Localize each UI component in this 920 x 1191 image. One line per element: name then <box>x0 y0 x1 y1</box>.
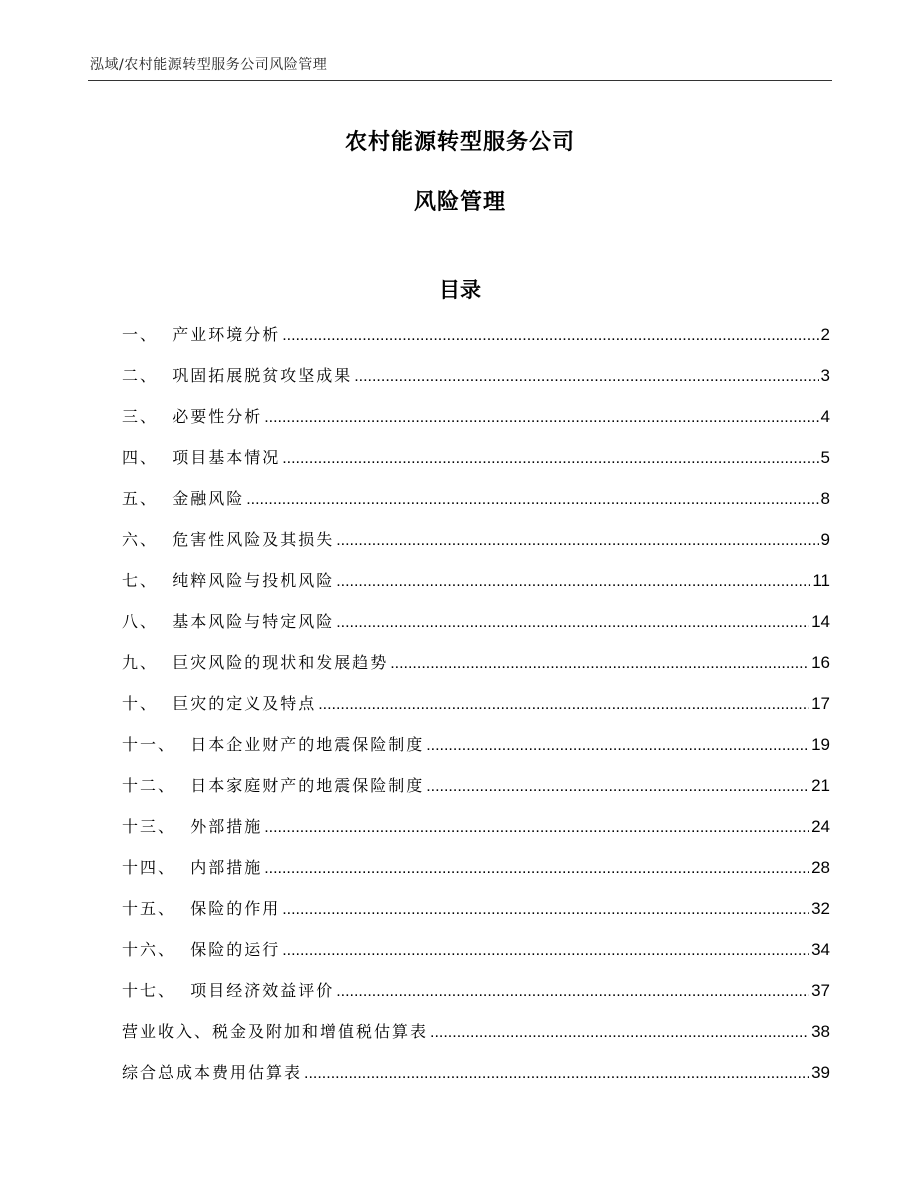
toc-entry-number: 十五、 <box>122 899 191 918</box>
toc-leader-dots <box>246 491 818 509</box>
toc-entry-label: 必要性分析 <box>172 407 263 426</box>
toc-leader-dots <box>336 983 809 1001</box>
toc-entry-number: 十一、 <box>122 735 191 754</box>
toc-entry[interactable] <box>122 691 830 732</box>
toc-entry-page: 37 <box>811 981 830 1000</box>
toc-leader-dots <box>282 327 818 345</box>
toc-entry-page: 4 <box>820 407 830 426</box>
toc-leader-dots <box>390 655 809 673</box>
toc-leader-dots <box>264 860 809 878</box>
toc-entry-page: 21 <box>811 776 830 795</box>
toc-entry-page: 24 <box>811 817 830 836</box>
toc-leader-dots <box>430 1024 809 1042</box>
toc-entry-label: 巨灾的定义及特点 <box>172 694 317 713</box>
toc-entry-page: 39 <box>811 1063 830 1082</box>
toc-entry-number: 四、 <box>122 448 173 467</box>
toc-entry-number: 十三、 <box>122 817 191 836</box>
toc-leader-dots <box>282 942 809 960</box>
toc-entry[interactable] <box>122 527 830 568</box>
toc-entry[interactable] <box>122 896 830 937</box>
toc-entry[interactable] <box>122 322 830 363</box>
toc-entry-label: 保险的运行 <box>190 940 281 959</box>
toc-entry[interactable] <box>122 568 830 609</box>
toc-entry[interactable] <box>122 732 830 773</box>
toc-entry[interactable] <box>122 773 830 814</box>
toc-leader-dots <box>336 532 818 550</box>
toc-entry[interactable] <box>122 363 830 404</box>
toc-entry-label: 保险的作用 <box>190 899 281 918</box>
toc-leader-dots <box>318 696 809 714</box>
toc-entry-page: 28 <box>811 858 830 877</box>
toc-entry-number: 十、 <box>122 694 173 713</box>
toc-leader-dots <box>354 368 818 386</box>
toc-entry-number: 二、 <box>122 366 173 385</box>
toc-entry-number: 十七、 <box>122 981 191 1000</box>
toc-entry-label: 营业收入、税金及附加和增值税估算表 <box>122 1022 429 1041</box>
toc-entry-label: 日本家庭财产的地震保险制度 <box>190 776 425 795</box>
toc-entry-label: 巨灾风险的现状和发展趋势 <box>172 653 389 672</box>
toc-entry-number: 六、 <box>122 530 173 549</box>
toc-entry-page: 2 <box>820 325 830 344</box>
document-title: 农村能源转型服务公司 <box>344 130 575 155</box>
toc-entry-page: 38 <box>811 1022 830 1041</box>
toc-entry[interactable] <box>122 937 830 978</box>
toc-leader-dots <box>426 737 809 755</box>
toc-entry[interactable] <box>122 486 830 527</box>
toc-entry-page: 19 <box>811 735 830 754</box>
toc-entry-label: 金融风险 <box>172 489 245 508</box>
toc-entry[interactable] <box>122 814 830 855</box>
toc-entry-page: 8 <box>820 489 830 508</box>
running-header: 泓域/农村能源转型服务公司风险管理 <box>90 57 328 73</box>
toc-leader-dots <box>304 1065 809 1083</box>
toc-entry-label: 危害性风险及其损失 <box>172 530 335 549</box>
toc-entry-number: 十四、 <box>122 858 191 877</box>
toc-entry-number: 七、 <box>122 571 173 590</box>
toc-entry-page: 32 <box>811 899 830 918</box>
toc-entry-label: 项目经济效益评价 <box>190 981 335 1000</box>
toc-leader-dots <box>336 573 810 591</box>
document-subtitle: 风险管理 <box>413 190 506 215</box>
toc-entry-number: 十六、 <box>122 940 191 959</box>
toc-entry-label: 项目基本情况 <box>172 448 281 467</box>
toc-entry[interactable] <box>122 1060 830 1101</box>
toc-leader-dots <box>282 901 809 919</box>
toc-entry-page: 16 <box>811 653 830 672</box>
toc-entry-page: 5 <box>820 448 830 467</box>
toc-entry-label: 日本企业财产的地震保险制度 <box>190 735 425 754</box>
toc-entry[interactable] <box>122 609 830 650</box>
toc-entry-label: 基本风险与特定风险 <box>172 612 335 631</box>
toc-leader-dots <box>264 819 809 837</box>
toc-entry-label: 纯粹风险与投机风险 <box>172 571 335 590</box>
toc-entry-page: 9 <box>820 530 830 549</box>
toc-heading: 目录 <box>439 278 481 302</box>
toc-entry[interactable] <box>122 1019 830 1060</box>
toc-entry-label: 内部措施 <box>190 858 263 877</box>
toc-entry[interactable] <box>122 855 830 896</box>
toc-leader-dots <box>426 778 809 796</box>
toc-entry-label: 巩固拓展脱贫攻坚成果 <box>172 366 353 385</box>
toc-entry-number: 一、 <box>122 325 173 344</box>
toc-entry[interactable] <box>122 445 830 486</box>
toc-entry-page: 3 <box>820 366 830 385</box>
table-of-contents <box>122 322 830 1101</box>
toc-entry[interactable] <box>122 978 830 1019</box>
toc-entry-number: 八、 <box>122 612 173 631</box>
toc-leader-dots <box>282 450 818 468</box>
toc-entry-number: 九、 <box>122 653 173 672</box>
toc-leader-dots <box>336 614 809 632</box>
toc-entry-page: 11 <box>812 571 830 590</box>
toc-entry-page: 34 <box>811 940 830 959</box>
toc-entry-number: 五、 <box>122 489 173 508</box>
toc-entry[interactable] <box>122 404 830 445</box>
toc-entry-number: 十二、 <box>122 776 191 795</box>
toc-entry-number: 三、 <box>122 407 173 426</box>
toc-entry-page: 17 <box>811 694 830 713</box>
header-divider <box>88 80 832 81</box>
toc-entry[interactable] <box>122 650 830 691</box>
toc-entry-label: 产业环境分析 <box>172 325 281 344</box>
toc-entry-page: 14 <box>811 612 830 631</box>
toc-leader-dots <box>264 409 818 427</box>
toc-entry-label: 外部措施 <box>190 817 263 836</box>
toc-entry-label: 综合总成本费用估算表 <box>122 1063 303 1082</box>
